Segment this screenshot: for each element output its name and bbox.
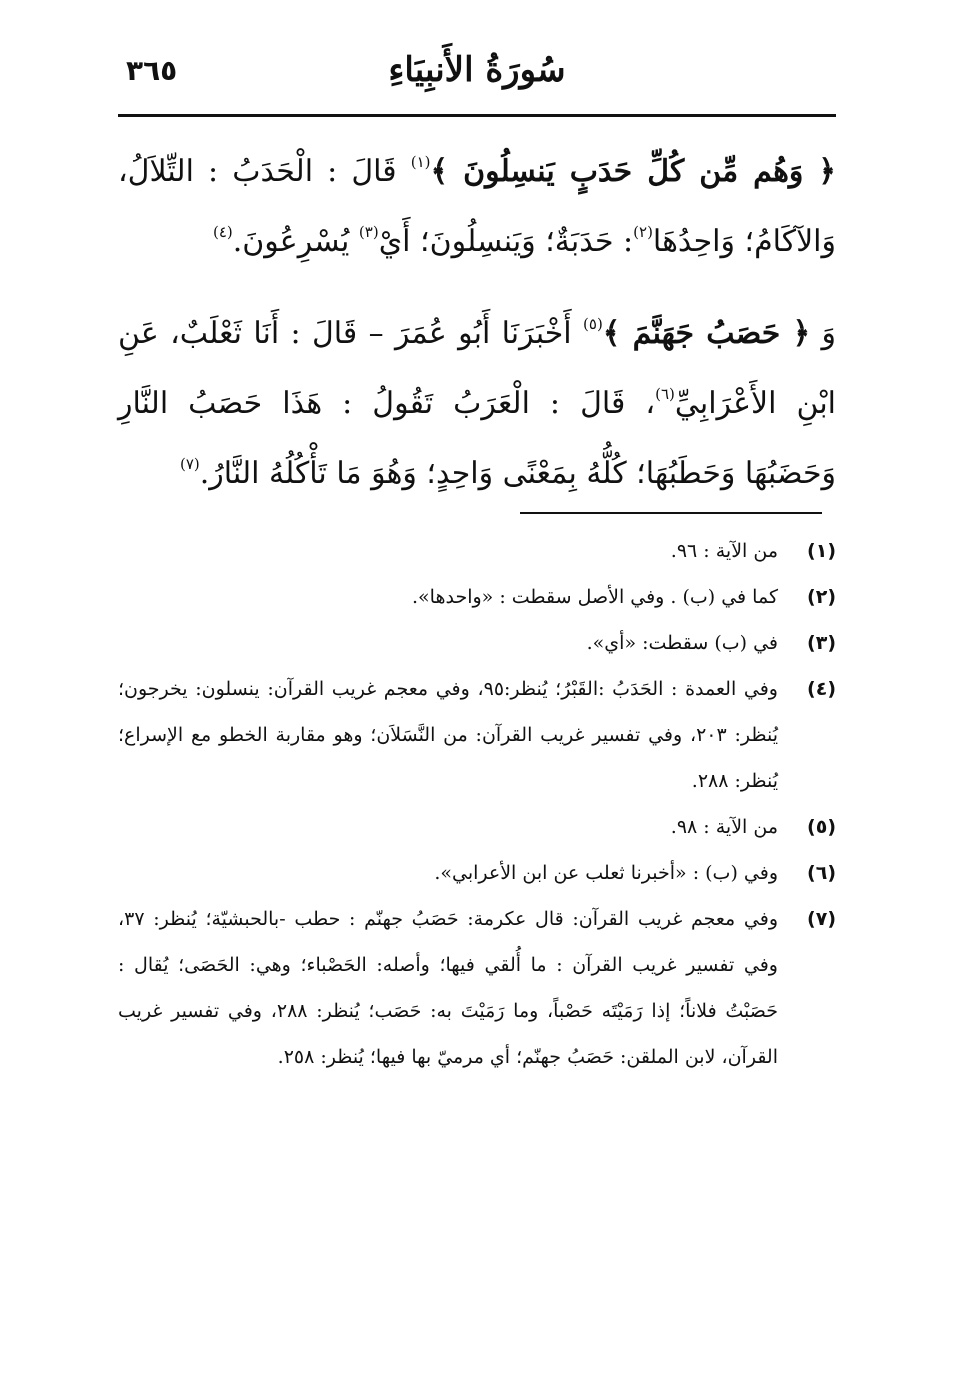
footnote-text: من الآية : ٩٨. xyxy=(670,816,778,838)
footnote-item xyxy=(118,850,836,896)
footnote-item xyxy=(118,574,836,620)
footnote-text: وفي معجم غريب القرآن: قال عكرمة: حَصَبُ جهنّم : حطب -بالحبشيّة؛ يُنظر: ٣٧، وفي تفسير غريب القرآن : ما أُلقي فيها؛ وأصله: الحَصْباء؛ وهي: الحَصَى؛ يُقال : حَصَبْتُ فلاناً؛ إذا رَمَيْتَه حَصْباً، وما رَمَيْتَ به: حَصَب؛ يُنظر: ٢٨٨، وفي تفسير غريب القرآن، لابن الملقن: حَصَبُ جهنّم؛ أي مرميّ بها فيها؛ يُنظر: ٢٥٨. xyxy=(118,908,778,1068)
footnote-item xyxy=(118,896,836,1080)
page-header xyxy=(118,48,836,104)
footnote-number: (٤) xyxy=(807,678,836,700)
footnote-ref: (٣) xyxy=(358,223,379,241)
footnote-ref: (٧) xyxy=(179,455,200,473)
paragraph-2 xyxy=(118,294,836,504)
paragraph-text: : حَدَبَةٌ؛ وَيَنسِلُونَ؛ أَيْ xyxy=(378,224,634,259)
paragraph-text: أَخْبَرَنَا أَبُو عُمَرَ – قَالَ : أَنَا ثَعْلَبٌ، عَنِ ابْنِ الأَعْرَابِيِّ xyxy=(118,316,836,421)
paragraph-text: وَ xyxy=(810,316,836,351)
header-divider xyxy=(118,114,836,117)
paragraph-text: ، قَالَ : الْعَرَبُ تَقُولُ : هَذَا حَصَبُ النَّارِ وَحَضَبُهَا وَحَطَبُهَا؛ كُلُّهُ بِمَعْنًى وَاحِدٍ؛ وَهُوَ مَا تَأْكُلُهُ النَّارُ. xyxy=(118,386,836,491)
footnote-item xyxy=(118,528,836,574)
footnote-text: من الآية : ٩٦. xyxy=(670,540,778,562)
footnote-number: (٦) xyxy=(807,862,836,884)
surah-title: سُورَةُ الأَنبِيَاءِ xyxy=(388,50,566,90)
footnote-text: وفي (ب) : «أخبرنا ثعلب عن ابن الأعرابي». xyxy=(434,862,778,884)
footnote-ref: (٤) xyxy=(212,223,233,241)
footnote-text: وفي العمدة : الحَدَبُ :القَبْرُ؛ يُنظر:٩٥، وفي معجم غريب القرآن: ينسلون: يخرجون؛ يُنظر: ٢٠٣، وفي تفسير غريب القرآن: من النَّسَلاَن؛ وهو مقاربة الخطو مع الإسراع؛ يُنظر: ٢٨٨. xyxy=(118,678,778,792)
footnote-number: (٢) xyxy=(807,586,836,608)
paragraph-text: قَالَ : الْحَدَبُ : التِّلاَلُ، وَالآكَامُ؛ وَاحِدُهَا xyxy=(118,154,836,259)
footnote-item xyxy=(118,620,836,666)
footnote-number: (١) xyxy=(807,540,836,562)
quran-verse: ﴿ حَصَبُ جَهَنَّمَ ﴾ xyxy=(602,316,811,351)
footnote-number: (٣) xyxy=(807,632,836,654)
footnote-text: في (ب) سقطت: «أي». xyxy=(586,632,778,654)
paragraph-1 xyxy=(118,132,836,272)
quran-verse: ﴿ وَهُم مِّن كُلِّ حَدَبٍ يَنسِلُونَ ﴾ xyxy=(430,154,836,189)
page-number: ٣٦٥ xyxy=(126,54,178,87)
footnote-text: كما في (ب) . وفي الأصل سقطت : «واحدها». xyxy=(412,586,778,608)
footnote-number: (٥) xyxy=(807,816,836,838)
footnote-ref: (٦) xyxy=(655,385,675,403)
footnote-number: (٧) xyxy=(807,908,836,930)
footnote-ref: (٢) xyxy=(633,223,653,241)
main-text xyxy=(118,132,836,504)
footnote-ref: (١) xyxy=(410,153,431,171)
footnote-item xyxy=(118,804,836,850)
footnote-item xyxy=(118,666,836,804)
footnote-ref: (٥) xyxy=(583,315,603,333)
footnote-divider xyxy=(520,512,822,514)
paragraph-text: يُسْرِعُونَ. xyxy=(232,224,359,259)
footnotes-list xyxy=(118,528,836,1080)
